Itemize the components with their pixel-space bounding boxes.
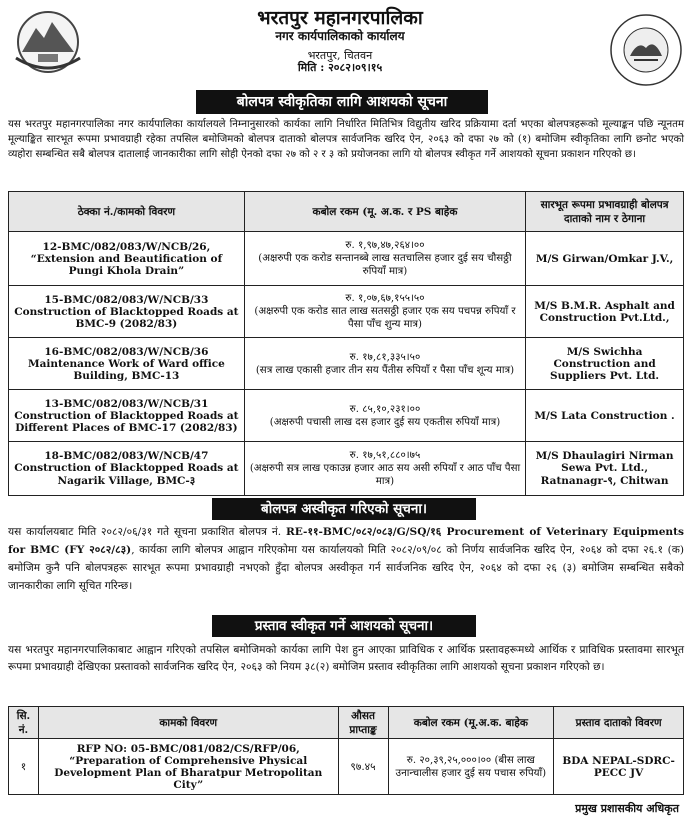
- proposal-intent-table: [8, 706, 684, 795]
- col-header-work: कामको विवरण: [38, 707, 338, 739]
- intent-award-table: [8, 191, 684, 496]
- table-row: 16-BMC/082/083/W/NCB/36 Maintenance Work of Ward office Building, BMC-13 रु. १७,८१,३३५।५० (सत्र लाख एकासी हजार तीन सय पैंतीस रुपियाँ र पैसा पाँच शून्य मात्र) M/S Swichha Construction and Suppliers Pvt. Ltd.: [9, 338, 684, 390]
- col-header-bidder: सारभूत रूपमा प्रभावग्राही बोलपत्र दाताको नाम र ठेगाना: [526, 192, 684, 232]
- notice-date: मिति : २०८२।०९।१५: [297, 61, 383, 75]
- table-row: 15-BMC/082/083/W/NCB/33 Construction of Blacktopped Roads at BMC-9 (2082/83) रु. १,०७,६७,१५५।५० (अक्षरुपी एक करोड सात लाख सतसठ्ठी हजार एक सय पचपन्न रुपियाँ र पैसा पाँच शुन्य मात्र) M/S B.M.R. Asphalt and Construction Pvt.Ltd.,: [9, 286, 684, 338]
- nepal-emblem-icon: [8, 8, 88, 76]
- col-header-bidder: प्रस्ताव दाताको विवरण: [554, 707, 684, 739]
- org-name: भरतपुर महानगरपालिका: [257, 7, 423, 29]
- notice3-body: यस भरतपुर महानगरपालिकाबाट आह्वान गरिएको तपसिल बमोजिमको कार्यका लागि पेश हुन आएका प्राविधिक र आर्थिक प्रस्तावहरूमध्ये आर्थिक र प्राविधिक प्रस्तावमा सारभूत रूपमा प्रभावग्राही देखिएका प्रस्तावको सार्वजनिक खरिद ऐन, २०६३ को नियम ३८(२) बमोजिम प्रस्ताव स्वीकृतिका लागि आशयको सूचना प्रकाशन गरिएको छ।: [8, 644, 684, 673]
- office-name: नगर कार्यपालिकाको कार्यालय: [275, 28, 405, 43]
- table-row: 18-BMC/082/083/W/NCB/47 Construction of Blacktopped Roads at Nagarik Village, BMC-३ रु. १७,५१,८८०।७५ (अक्षरुपी सत्र लाख एकाउन्न हजार आठ सय असी रुपियाँ र आठ पाँच पैसा मात्र) M/S Dhaulagiri Nirman Sewa Pvt. Ltd., Ratnanagr-९, Chitwan: [9, 442, 684, 496]
- notice1-body: यस भरतपुर महानगरपालिका नगर कार्यपालिका कार्यालयले निम्नानुसारको कार्यका लागि निर्धारित मितिभित्र विद्युतीय खरिद प्रक्रियामा दर्ता भएका बोलपत्रहरूको मूल्याङ्कन पछि न्यूनतम मूल्याङ्कित सारभूत रूपमा प्रभावग्राही रहेका तपसिल बमोजिमको बोलपत्र दाताको बोलपत्र सार्वजनिक खरिद ऐन, २०६३ को दफा २७ को (१) बमोजिम स्वीकृतिका लागि छनोट भएको व्यहोरा सम्बन्धित सबै बोलपत्र दातालाई जानकारीका लागि सोही ऐनको दफा २७ को २ र ३ को प्रयोजनका लागि यो बोलपत्र स्वीकृत गर्ने आशयको सूचना प्रकाशन गरिएको छ।: [8, 119, 684, 160]
- col-header-work: ठेक्का नं./कामको विवरण: [9, 192, 245, 232]
- notice1-title: बोलपत्र स्वीकृतिका लागि आशयको सूचना: [196, 90, 488, 114]
- table-row: १ RFP NO: 05-BMC/081/082/CS/RFP/06, “Preparation of Comprehensive Physical Development Plan of Bharatpur Metropolitan City” ९७.४५ रु. २०,३९,२५,०००।०० (बीस लाख उनान्चालीस हजार दुई सय पचास रुपियाँ) BDA NEPAL-SDRC-PECC JV: [9, 739, 684, 795]
- col-header-score: औसत प्राप्ताङ्क: [338, 707, 388, 739]
- col-header-amount: कबोल रकम (मू. अ.क. र PS बाहेक: [244, 192, 525, 232]
- table-row: 12-BMC/082/083/W/NCB/26, “Extension and Beautification of Pungi Khola Drain” रु. १,९७,४७,२६४।०० (अक्षरुपी एक करोड सन्तानब्बे लाख सतचालिस हजार दुई सय चौसठ्ठी रुपियाँ मात्र) M/S Girwan/Omkar J.V.,: [9, 232, 684, 286]
- table-row: 13-BMC/082/083/W/NCB/31 Construction of Blacktopped Roads at Different Places of BMC-17 (2082/83) रु. ८५,१०,२३१।०० (अक्षरुपी पचासी लाख दस हजार दुई सय एकतीस रुपियाँ मात्र) M/S Lata Construction .: [9, 390, 684, 442]
- col-header-amount: कबोल रकम (मू.अ.क. बाहेक: [388, 707, 554, 739]
- signatory-title: प्रमुख प्रशासकीय अधिकृत: [575, 802, 679, 815]
- address: भरतपुर, चितवन: [307, 48, 373, 62]
- notice3-title: प्रस्ताव स्वीकृत गर्ने आशयको सूचना।: [212, 615, 476, 637]
- bharatpur-metropolitan-seal-icon: [608, 12, 684, 88]
- notice2-body: यस कार्यालयबाट मिति २०८२/०६/३१ गते सूचना प्रकाशित बोलपत्र नं. RE-११-BMC/०८२/०८३/G/SQ/१६ Procurement of Veterinary Equipments for BMC (FY २०८२/८३), कार्यका लागि बोलपत्र आह्वान गरिएकोमा यस कार्यालयको मिति २०८२/०९/०८ को निर्णय सार्वजनिक खरिद ऐन, २०६४ को दफा २६.१ (क) बमोजिम कुनै पनि बोलपत्रहरू सारभूत रूपमा प्रभावग्राही नभएको हुँदा बोलपत्र अस्वीकृत गर्न सार्वजनिक खरिद ऐन, २०६४ को दफा २६ (३) बमोजिम सम्बन्धित सबैको जानकारीका लागि सूचित गरिन्छ।: [8, 526, 684, 592]
- notice2-title: बोलपत्र अस्वीकृत गरिएको सूचना।: [212, 498, 476, 520]
- col-header-sn: सि. नं.: [9, 707, 39, 739]
